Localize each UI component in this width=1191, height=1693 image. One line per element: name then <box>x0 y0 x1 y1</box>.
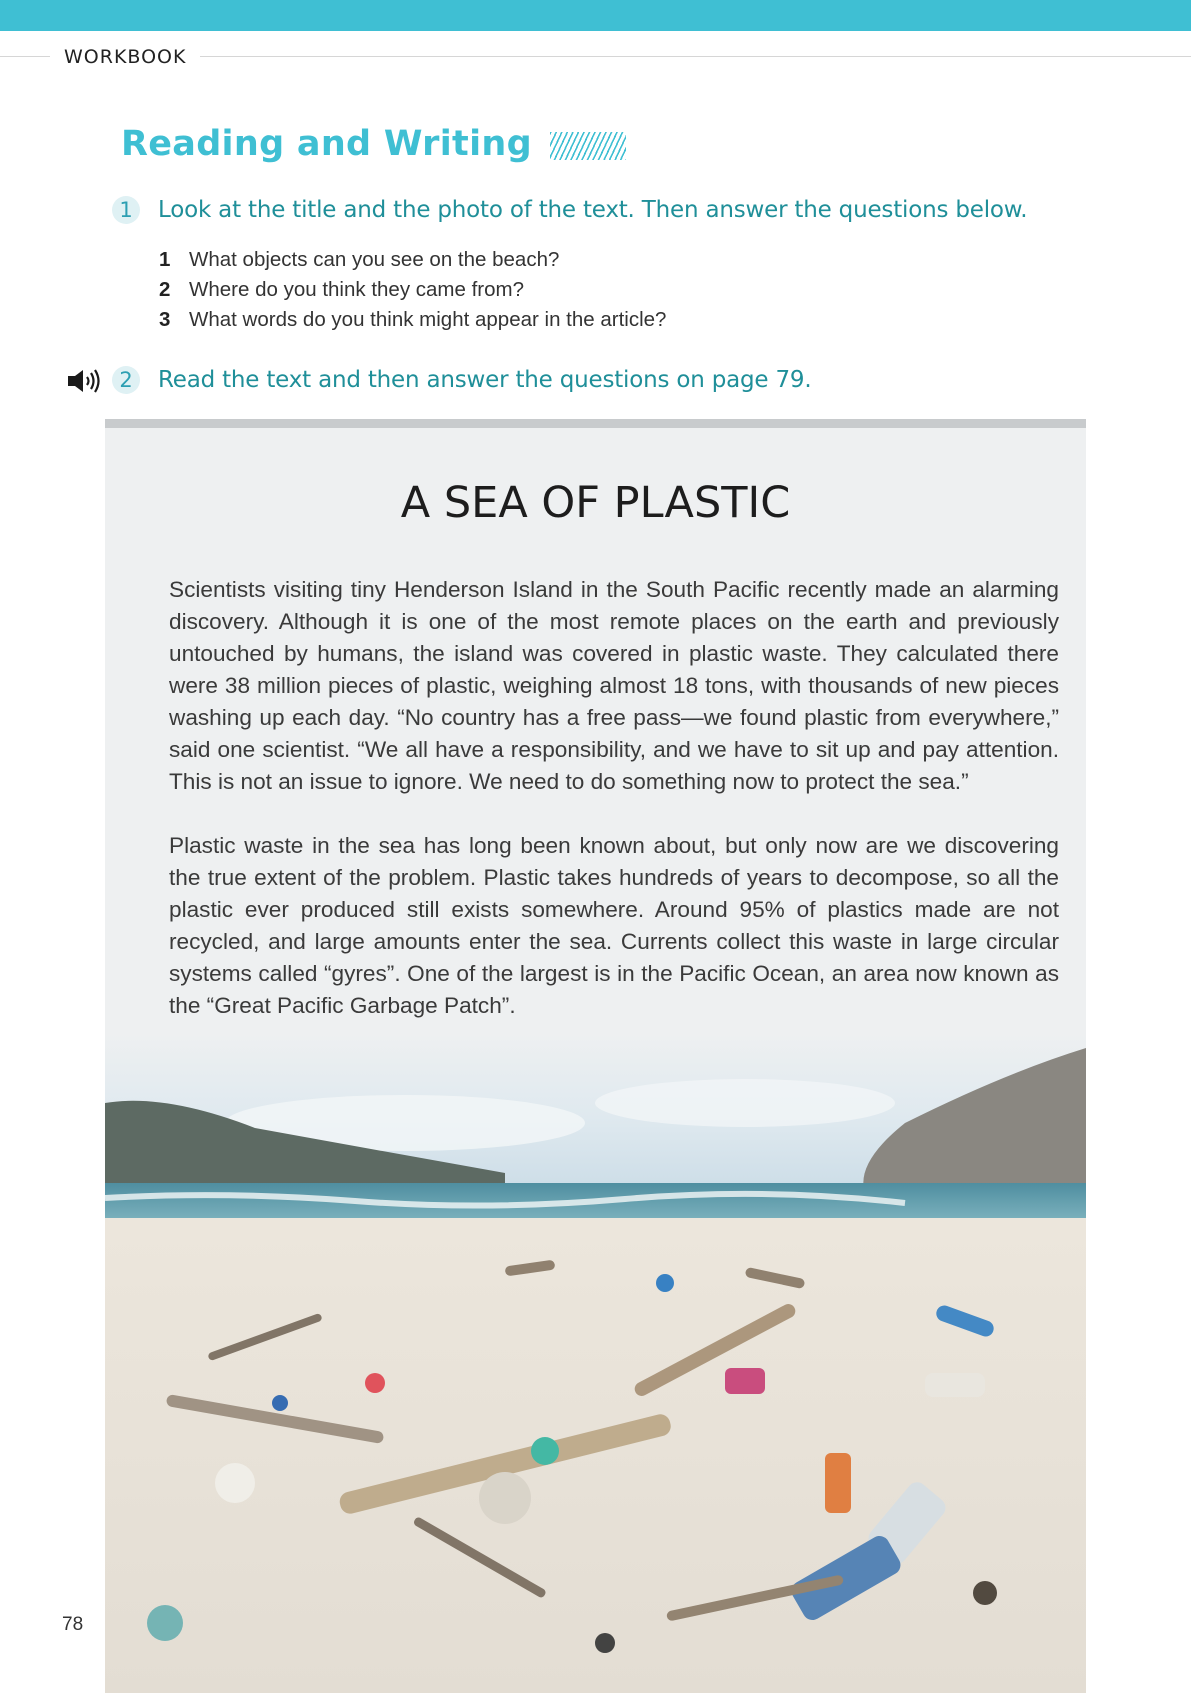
question-item <box>159 305 666 335</box>
hatch-decoration <box>550 132 626 160</box>
section-title: Reading and Writing <box>121 124 532 164</box>
task-number-badge: 1 <box>112 196 140 224</box>
question-item <box>159 245 666 275</box>
article-box <box>105 419 1086 1693</box>
question-number: 2 <box>159 278 171 301</box>
question-number: 3 <box>159 308 171 331</box>
question-text: What words do you think might appear in the article? <box>189 308 667 331</box>
task-instruction: Read the text and then answer the questions on page 79. <box>158 367 812 393</box>
question-list <box>159 245 666 335</box>
question-text: Where do you think they came from? <box>189 278 524 301</box>
question-item <box>159 275 666 305</box>
article-title: A SEA OF PLASTIC <box>400 478 791 528</box>
question-number: 1 <box>159 248 171 271</box>
section-heading <box>121 124 626 164</box>
audio-speaker-icon[interactable] <box>66 368 102 394</box>
task-instruction: Look at the title and the photo of the text. Then answer the questions below. <box>158 197 1028 223</box>
task-2 <box>112 366 811 394</box>
article-paragraph: Scientists visiting tiny Henderson Island in the South Pacific recently made an alarming discovery. Although it is one of the most remote places on the earth and previously untouched by humans, the island was covered in plastic waste. They calculated there were 38 million pieces of plastic, weighing almost 18 tons, with thousands of new pieces washing up each day. “No country has a free pass—we found plastic from everywhere,” said one scientist. “We all have a responsibility, and we have to sit up and pay attention. This is not an issue to ignore. We need to do something now to protect the sea.” <box>169 577 1059 794</box>
task-1 <box>112 196 1027 224</box>
top-accent-bar <box>0 0 1191 31</box>
workbook-label: WORKBOOK <box>50 46 200 68</box>
beach-plastic-photo <box>105 1033 1086 1693</box>
article-paragraph: Plastic waste in the sea has long been known about, but only now are we discovering the true extent of the problem. Plastic takes hundreds of years to decompose, so all the plastic ever produced still exists somewhere. Around 95% of plastics made are not recycled, and large amounts enter the sea. Currents collect this waste in large circular systems called “gyres”. One of the largest is in the Pacific Ocean, an area now known as the “Great Pacific Garbage Patch”. <box>169 833 1059 1018</box>
question-text: What objects can you see on the beach? <box>189 248 560 271</box>
task-number-badge: 2 <box>112 366 140 394</box>
page-number: 78 <box>62 1614 84 1635</box>
